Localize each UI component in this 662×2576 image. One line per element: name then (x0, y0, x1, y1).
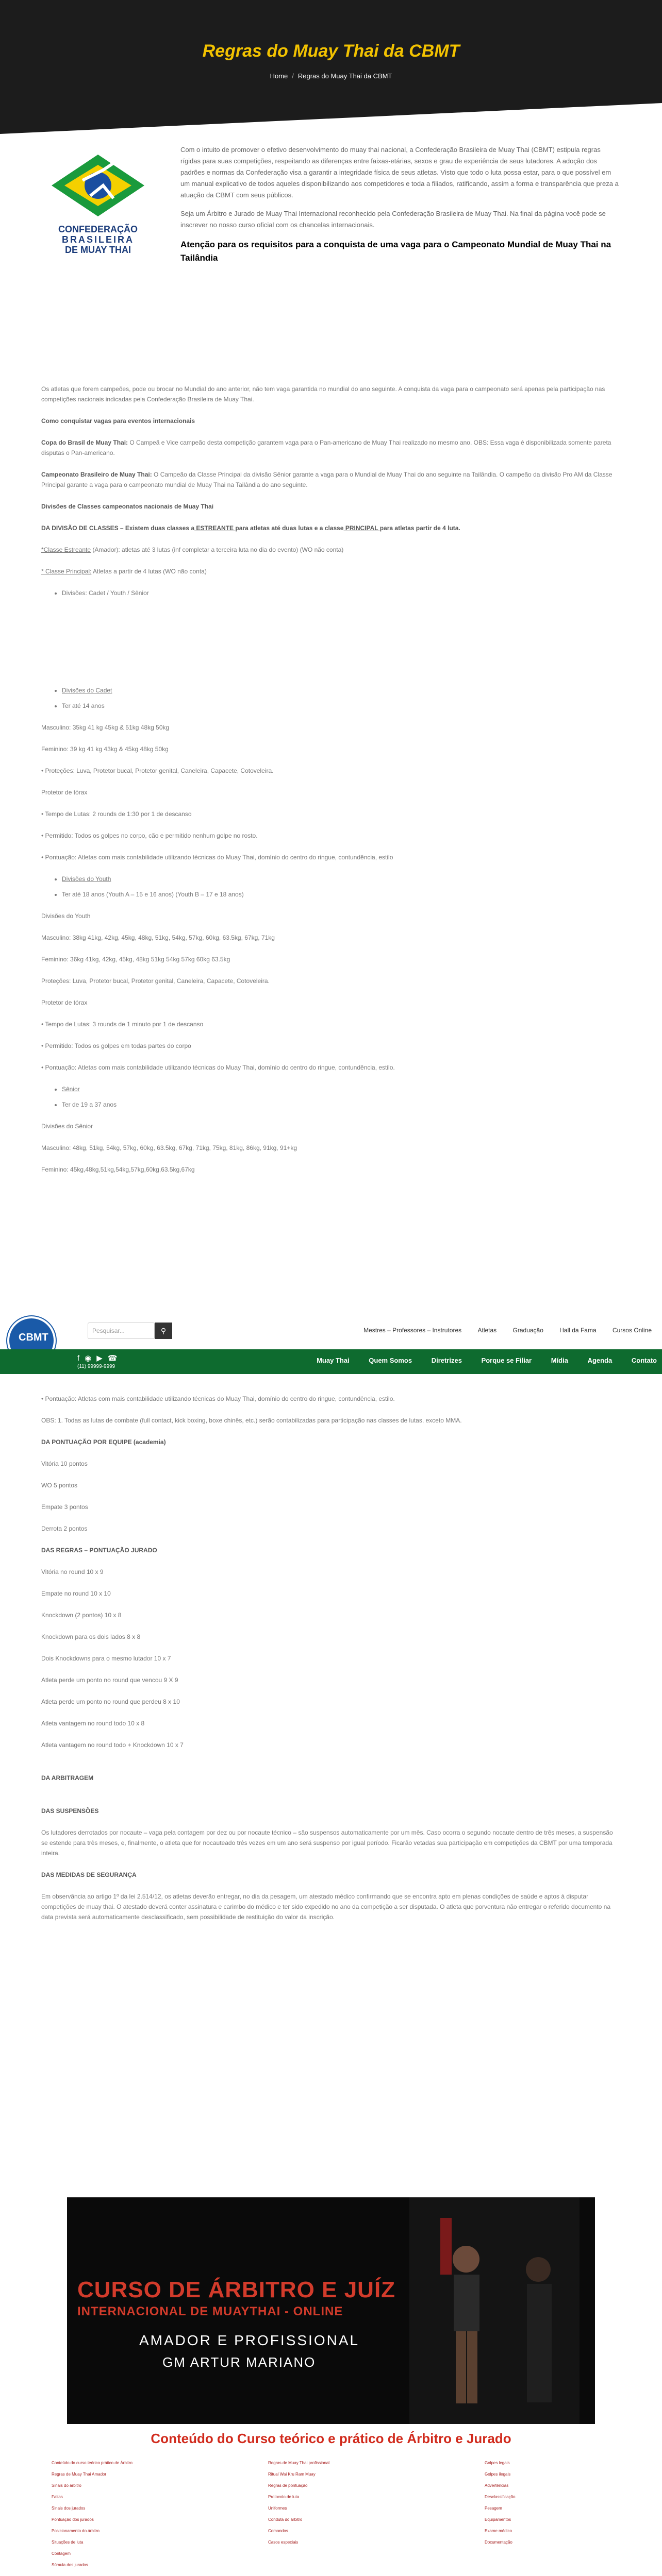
list-item: Exame médico (485, 2529, 512, 2533)
paragraph: Atleta vantagem no round todo + Knockdown 10 x 7 (41, 1741, 184, 1749)
content-list-2 (268, 2458, 329, 2548)
list-item: Desclassificação (485, 2495, 516, 2499)
heading: DAS REGRAS – PONTUAÇÃO JURADO (41, 1547, 157, 1554)
menu-item[interactable]: Agenda (587, 1357, 613, 1364)
heading: DA PONTUAÇÃO POR EQUIPE (academia) (41, 1438, 166, 1446)
list-item: Golpes ilegais (485, 2472, 511, 2477)
paragraph: Atleta vantagem no round todo 10 x 8 (41, 1720, 145, 1727)
paragraph: • Tempo de Lutas: 3 rounds de 1 minuto por 1 de descanso (41, 1021, 204, 1028)
top-link[interactable]: Mestres – Professores – Instrutores (363, 1327, 462, 1334)
breadcrumb-current: Regras do Muay Thai da CBMT (297, 72, 392, 80)
content-list-3 (485, 2458, 516, 2548)
paragraph: Os atletas que forem campeões, pode ou brocar no Mundial do ano anterior, não tem vaga garantida no mundial do ano seguinte. A conquista da vaga para o campeonato será apenas pela participação nas competições nacionais indicadas pela Confederação Brasileira de Muay Thai. (41, 385, 605, 403)
paragraph: Em observância ao artigo 1º da lei 2.514/12, os atletas deverão entregar, no dia da pesagem, um atestado médico confirmando que se encontra apto em plenas condições de saúde e aptos à disputar competições de muay thai. O atestado deverá conter assinatura e carimbo do médico e ter sido expedido no ano da competição a ser disputada. O atleta que porventura não entregar o referido documento na data prevista será automaticamente desclassificado, sem possibilidade de restituição do valor da inscrição. (41, 1893, 611, 1921)
cbmt-logo (41, 149, 155, 258)
heading: Como conquistar vagas para eventos internacionais (41, 417, 195, 425)
label: para atletas partir de 4 luta. (379, 524, 460, 532)
search-icon[interactable]: ⚲ (155, 1323, 172, 1339)
paragraph: Masculino: 38kg 41kg, 42kg, 45kg, 48kg, 51kg, 54kg, 57kg, 60kg, 63.5kg, 67kg, 71kg (41, 934, 275, 941)
list-item: Comandos (268, 2529, 288, 2533)
paragraph: • Permitido: Todos os golpes em todas partes do corpo (41, 1042, 191, 1049)
search-input[interactable]: Pesquisar... (88, 1323, 155, 1339)
banner-subtitle: INTERNACIONAL DE MUAYTHAI - ONLINE (77, 2304, 343, 2318)
whatsapp-icon[interactable]: ☎ (107, 1354, 118, 1363)
list-item: Pesagem (485, 2506, 502, 2511)
paragraph: Vitória 10 pontos (41, 1460, 88, 1467)
list-item: Conteúdo do curso teórico prático de Árbitro (52, 2461, 133, 2465)
paragraph: Feminino: 36kg 41kg, 42kg, 45kg, 48kg 51kg 54kg 57kg 60kg 63.5kg (41, 956, 230, 963)
social-links (77, 1353, 123, 1363)
list-item: Sinais dos jurados (52, 2506, 86, 2511)
menu-item[interactable]: Porque se Filiar (481, 1357, 532, 1364)
logo-line1: CONFEDERAÇÃO (58, 224, 138, 234)
list-item: Conduta do árbitro (268, 2517, 303, 2522)
paragraph: O Campeã e Vice campeão desta competição garantem vaga para o Pan-americano de Muay Thai realizado no mesmo ano. OBS: Essa vaga é disponibilizada somente pareta disputas o Pan-americano. (41, 439, 611, 456)
rules-section-2 (41, 685, 621, 1186)
list-item: Advertências (485, 2483, 509, 2488)
paragraph: Proteções: Luva, Protetor bucal, Protetor genital, Caneleira, Capacete, Cotoveleira. (41, 977, 270, 985)
rules-section-1 (41, 384, 621, 609)
paragraph: Derrota 2 pontos (41, 1525, 88, 1532)
paragraph: Divisões do Youth (41, 912, 91, 920)
list-item: Regras de Muay Thai profissional (268, 2461, 330, 2465)
content-list-1 (52, 2458, 133, 2571)
list-item: Súmula dos jurados (52, 2563, 88, 2567)
list-item: • Ter até 18 anos (Youth A – 15 e 16 anos) (Youth B – 17 e 18 anos) (62, 889, 621, 900)
logo-line3: DE MUAY THAI (64, 245, 131, 255)
intro-section (41, 144, 621, 263)
paragraph: WO 5 pontos (41, 1482, 78, 1489)
list-item: • Ter até 14 anos (62, 701, 621, 711)
list-item: Documentação (485, 2540, 512, 2545)
banner-title: CURSO DE ÁRBITRO E JUÍZ (77, 2277, 396, 2302)
list-item: • Divisões: Cadet / Youth / Sênior (62, 588, 621, 598)
heading: DAS MEDIDAS DE SEGURANÇA (41, 1871, 137, 1878)
logo-line2: BRASILEIRA (61, 234, 134, 245)
top-link[interactable]: Atletas (477, 1327, 497, 1334)
phone-number: (11) 99999-9999 (77, 1364, 115, 1369)
paragraph: • Proteções: Luva, Protetor bucal, Protetor genital, Caneleira, Capacete, Cotoveleira. (41, 767, 274, 774)
list-item: • Divisões do Youth (62, 874, 621, 884)
youtube-icon[interactable]: ▶ (96, 1354, 103, 1363)
top-link[interactable]: Graduação (512, 1327, 543, 1334)
paragraph: OBS: 1. Todas as lutas de combate (full contact, kick boxing, boxe chinês, etc.) serão contabilizadas para participação nas classes de lutas, exceto MMA. (41, 1417, 462, 1424)
list-item: Casos especiais (268, 2540, 299, 2545)
paragraph: • Permitido: Todos os golpes no corpo, cão e permitido nenhum golpe no rosto. (41, 832, 258, 839)
label: Copa do Brasil de Muay Thai: (41, 439, 128, 446)
course-content-title: Conteúdo do Curso teórico e prático de Árbitro e Jurado (151, 2431, 511, 2446)
menu-item[interactable]: Mídia (551, 1357, 568, 1364)
list-item: Golpes legais (485, 2461, 510, 2465)
heading: Divisões de Classes campeonatos nacionais de Muay Thai (41, 503, 214, 510)
paragraph: • Pontuação: Atletas com mais contabilidade utilizando técnicas do Muay Thai, domínio do centro do ringue, contundência, estilo (41, 854, 393, 861)
list-item: • Divisões do Cadet (62, 685, 621, 696)
list-item: Ritual Wai Kru Ram Muay (268, 2472, 316, 2477)
menu-item[interactable]: Quem Somos (369, 1357, 412, 1364)
list-item: Situações de luta (52, 2540, 84, 2545)
instagram-icon[interactable]: ◉ (85, 1354, 92, 1363)
top-link[interactable]: Hall da Fama (559, 1327, 597, 1334)
breadcrumb-home[interactable]: Home (270, 72, 288, 80)
paragraph: Atletas a partir de 4 lutas (WO não conta) (91, 568, 207, 575)
menu-item[interactable]: Muay Thai (317, 1357, 350, 1364)
label: ESTREANTE (194, 524, 236, 532)
label: *Classe Estreante (41, 546, 91, 553)
paragraph: • Tempo de Lutas: 2 rounds de 1:30 por 1 de descanso (41, 810, 192, 818)
list-item: Sinais do árbitro (52, 2483, 81, 2488)
top-link[interactable]: Cursos Online (612, 1327, 652, 1334)
fighters-image (409, 2197, 580, 2424)
facebook-icon[interactable]: f (77, 1354, 80, 1363)
main-menu (299, 1357, 657, 1364)
page-hero (0, 0, 662, 155)
breadcrumb: Home / Regras do Muay Thai da CBMT (270, 72, 392, 80)
paragraph: • Pontuação: Atletas com mais contabilidade utilizando técnicas do Muay Thai, domínio do centro do ringue, contundência, estilo. (41, 1064, 395, 1071)
label: para atletas até duas lutas e a classe (235, 524, 344, 532)
paragraph: Vitória no round 10 x 9 (41, 1568, 104, 1575)
list-item: Equipamentos (485, 2517, 511, 2522)
intro-paragraph-1: Com o intuito de promover o efetivo desenvolvimento do muay thai nacional, a Confederação Brasileira de Muay Thai (CBMT) estipula regras rígidas para suas competições, respeitando as diferenças entre faixas-etárias, sexos e grau de experiência de seus lutadores. A adoção dos padrões e normas da Confederação visa a garantir a integridade física de seus atletas. Visto que todo o luta possa estar, para o que possível em um manual explicativo de todos aqueles disponibilizando aos competidores e toda a filiados, ratificando, assim a forma e transparência que preza a atuação da CBMT com seus públicos. (180, 146, 619, 199)
label: * Classe Principal: (41, 568, 92, 575)
intro-highlight: Atenção para os requisitos para a conquista de uma vaga para o Campeonato Mundial de Muay Thai na Tailândia (180, 240, 611, 263)
list-item: Posicionamento do árbitro (52, 2529, 100, 2533)
paragraph: Protetor de tórax (41, 789, 88, 796)
cbmt-logo-small[interactable]: CBMT (7, 1316, 56, 1365)
banner-line: GM ARTUR MARIANO (162, 2354, 316, 2370)
list-item: Pontuação dos jurados (52, 2517, 94, 2522)
label: DA DIVISÃO DE CLASSES – Existem duas classes a (41, 524, 195, 532)
list-item: Regras de Muay Thai Amador (52, 2472, 107, 2477)
list-item: Contagem (52, 2551, 71, 2556)
paragraph: Dois Knockdowns para o mesmo lutador 10 x 7 (41, 1655, 171, 1662)
paragraph: Feminino: 39 kg 41 kg 43kg & 45kg 48kg 50kg (41, 745, 169, 753)
heading: DAS SUSPENSÕES (41, 1807, 99, 1815)
paragraph: Empate no round 10 x 10 (41, 1590, 111, 1597)
paragraph: Os lutadores derrotados por nocaute – vaga pela contagem por dez ou por nocaute técnico – são suspensos automaticamente por um mês. Caso ocorra o segundo nocaute dentro de três meses, a suspensão se estende para três meses, e, finalmente, o atleta que for nocauteado três vezes em um ano será suspenso por igual período. Ficarão vetadas sua participação em competições da CBMT por uma temporada inteira. (41, 1829, 613, 1857)
menu-item[interactable]: Diretrizes (431, 1357, 462, 1364)
paragraph: Divisões do Sênior (41, 1123, 93, 1130)
paragraph: Protetor de tórax (41, 999, 88, 1006)
menu-item[interactable]: Contato (631, 1357, 657, 1364)
list-item: Protocolo de luta (268, 2495, 300, 2499)
top-links (349, 1327, 652, 1334)
paragraph: Atleta perde um ponto no round que vencou 9 X 9 (41, 1676, 178, 1684)
paragraph: O Campeão da Classe Principal da divisão Sênior garante a vaga para o Mundial de Muay Thai do ano seguinte na Tailândia. O campeão da divisão Pro AM da Classe Principal garante a vaga para o campeonato mundial de Muay Thai na Tailândia do ano seguinte. (41, 471, 613, 488)
paragraph: Knockdown (2 pontos) 10 x 8 (41, 1612, 122, 1619)
paragraph: • Pontuação: Atletas com mais contabilidade utilizando técnicas do Muay Thai, domínio do centro do ringue, contundência, estilo. (41, 1395, 395, 1402)
heading: DA ARBITRAGEM (41, 1774, 94, 1782)
list-item: • Sênior (62, 1084, 621, 1094)
intro-paragraph-2: Seja um Árbitro e Jurado de Muay Thai Internacional reconhecido pela Confederação Brasileira de Muay Thai. Na final da página você pode se inscrever no nosso curso oficial com os chancelas internacionais. (180, 210, 606, 229)
banner-line: AMADOR E PROFISSIONAL (139, 2332, 360, 2348)
list-item: Regras de pontuação (268, 2483, 308, 2488)
label: PRINCIPAL (343, 524, 380, 532)
list-item: • Ter de 19 a 37 anos (62, 1099, 621, 1110)
paragraph: (Amador): atletas até 3 lutas (inf completar a terceira luta no dia do evento) (WO não conta) (91, 546, 344, 553)
rules-section-3 (41, 1394, 621, 1934)
list-item: Uniformes (268, 2506, 287, 2511)
paragraph: Empate 3 pontos (41, 1503, 88, 1511)
paragraph: Feminino: 45kg,48kg,51kg,54kg,57kg,60kg,63.5kg,67kg (41, 1166, 195, 1173)
paragraph: Masculino: 35kg 41 kg 45kg & 51kg 48kg 50kg (41, 724, 170, 731)
list-item: Faltas (52, 2495, 63, 2499)
paragraph: Atleta perde um ponto no round que perdeu 8 x 10 (41, 1698, 180, 1705)
paragraph: Masculino: 48kg, 51kg, 54kg, 57kg, 60kg, 63.5kg, 67kg, 71kg, 75kg, 81kg, 86kg, 91kg, 91+kg (41, 1144, 297, 1151)
course-banner[interactable] (67, 2197, 595, 2424)
paragraph: Knockdown para os dois lados 8 x 8 (41, 1633, 141, 1640)
page-title: Regras do Muay Thai da CBMT (202, 41, 460, 61)
label: Campeonato Brasileiro de Muay Thai: (41, 471, 152, 478)
